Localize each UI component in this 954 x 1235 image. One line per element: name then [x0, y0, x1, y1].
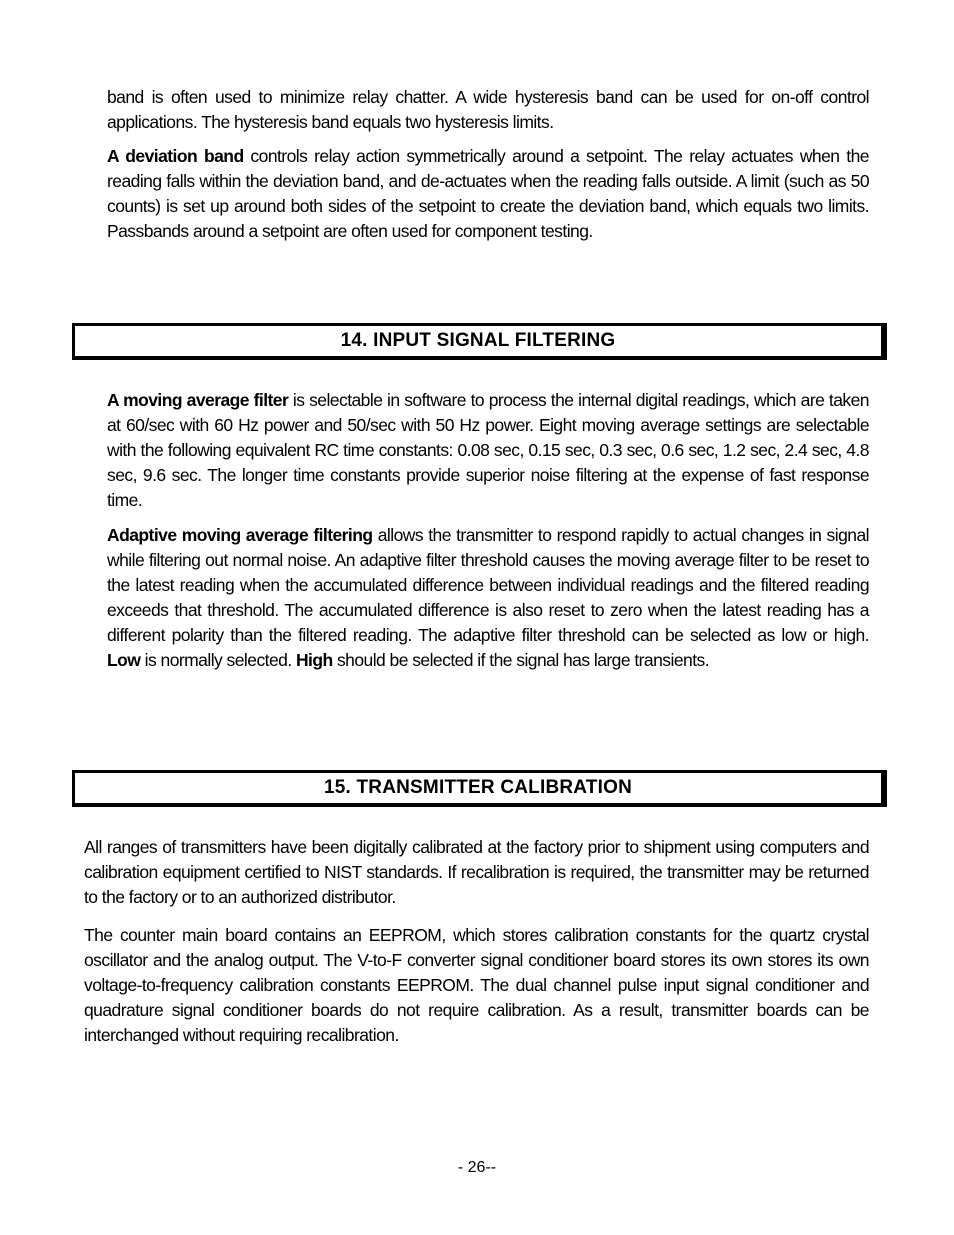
section-15-header	[72, 770, 887, 807]
eeprom-paragraph	[84, 923, 869, 1048]
hysteresis-text: band is often used to minimize relay chatter. A wide hysteresis band can be used for on-off control applications. The hysteresis band equals two hysteresis limits.	[107, 87, 869, 132]
deviation-band-text: controls relay action symmetrically around a setpoint. The relay actuates when the reading falls within the deviation band, and de-actuates when the reading falls outside. A limit (such as 50 counts) is set up around both sides of the setpoint to create the deviation band, which equals two limits. Passbands around a setpoint are often used for component testing.	[107, 146, 869, 241]
deviation-band-term: A deviation band	[107, 146, 244, 166]
adaptive-filter-text-1: allows the transmitter to respond rapidly to actual changes in signal while filtering out normal noise. An adaptive filter threshold causes the moving average filter to be reset to the latest reading when the accumulated difference between individual readings and the filtered reading exceeds that threshold. The accumulated difference is also reset to zero when the latest reading has a different polarity than the filtered reading. The adaptive filter threshold can be selected as low or high.	[107, 525, 869, 645]
high-term: High	[295, 650, 333, 670]
adaptive-filter-term: Adaptive moving average filtering	[107, 525, 373, 545]
calibration-paragraph	[84, 835, 869, 910]
adaptive-filter-text-2: is normally selected.	[140, 650, 296, 670]
section-15-title: 15. TRANSMITTER CALIBRATION	[324, 777, 632, 798]
section-14-title: 14. INPUT SIGNAL FILTERING	[340, 330, 616, 351]
section-14-header	[72, 323, 887, 360]
eeprom-text: The counter main board contains an EEPROM, which stores calibration constants for the quartz crystal oscillator and the analog output. The V-to-F converter signal conditioner board stores its own stores its own voltage-to-frequency calibration constants EEPROM. The dual channel pulse input signal conditioner and quadrature signal conditioner boards do not require calibration. As a result, transmitter boards can be interchanged without requiring recalibration.	[84, 925, 869, 1045]
hysteresis-paragraph	[107, 85, 869, 135]
deviation-band-paragraph	[107, 144, 869, 244]
adaptive-filter-text-3: should be selected if the signal has large transients.	[332, 650, 710, 670]
low-term: Low	[107, 650, 141, 670]
moving-average-paragraph	[107, 388, 869, 513]
adaptive-filter-paragraph	[107, 523, 869, 673]
calibration-text: All ranges of transmitters have been digitally calibrated at the factory prior to shipment using computers and calibration equipment certified to NIST standards. If recalibration is required, the transmitter may be returned to the factory or to an authorized distributor.	[84, 837, 869, 907]
moving-average-term: A moving average filter	[107, 390, 289, 410]
moving-average-text: is selectable in software to process the internal digital readings, which are taken at 60/sec with 60 Hz power and 50/sec with 50 Hz power. Eight moving average settings are selectable with the following equivalent RC time constants: 0.08 sec, 0.15 sec, 0.3 sec, 0.6 sec, 1.2 sec, 2.4 sec, 4.8 sec, 9.6 sec. The longer time constants provide superior noise filtering at the expense of fast response time.	[107, 390, 869, 510]
page-number: - 26--	[457, 1159, 497, 1176]
